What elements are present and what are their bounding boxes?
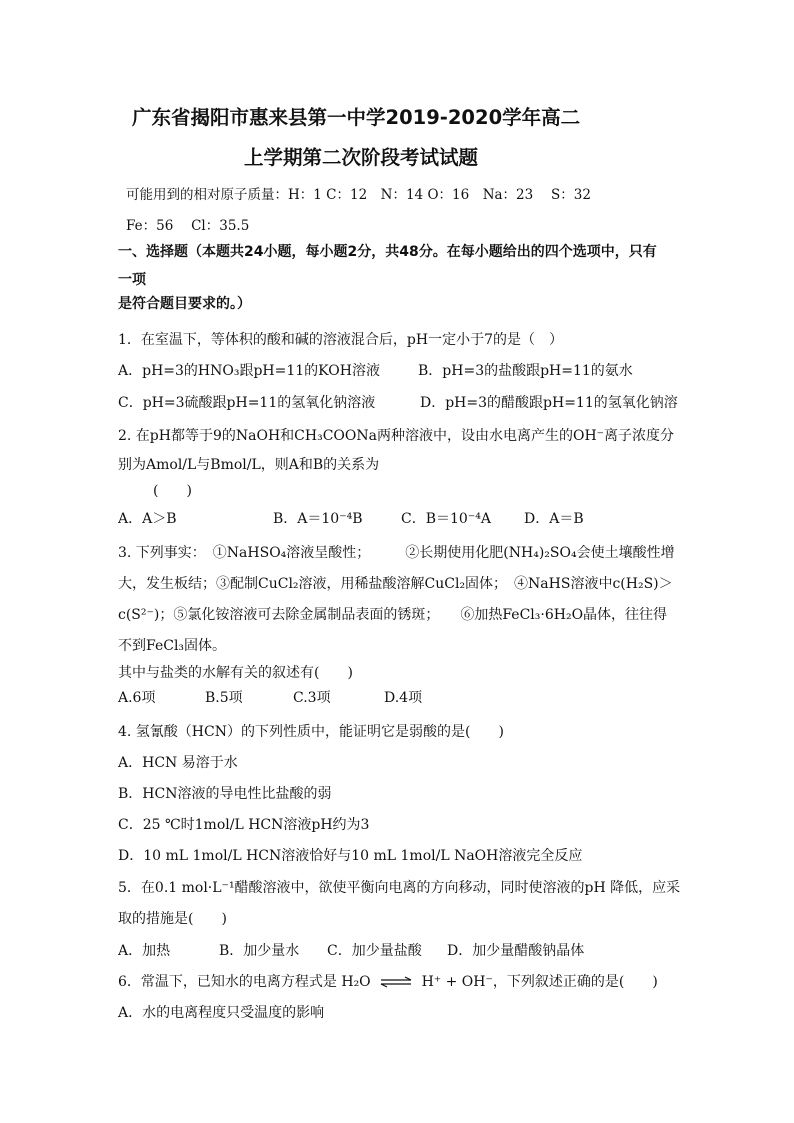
q1-stem: 1．在室温下，等体积的酸和碱的溶液混合后，pH一定小于7的是（ ） bbox=[118, 332, 563, 348]
q2-stem-line2: 别为Amol/L与Bmol/L，则A和B的关系为 bbox=[118, 457, 380, 473]
q6-stem-before: 6．常温下，已知水的电离方程式是 H₂O bbox=[118, 974, 371, 990]
q3-line2: 大，发生板结；③配制CuCl₂溶液，用稀盐酸溶解CuCl₂固体； ④NaHS溶液中c(H₂S)＞ bbox=[118, 576, 673, 592]
q5-stem-line2: 取的措施是( ) bbox=[118, 911, 227, 927]
q3-option-a: A.6项 bbox=[118, 690, 156, 706]
q4-option-a: A．HCN 易溶于水 bbox=[118, 755, 238, 771]
q1-option-b: B．pH=3的盐酸跟pH=11的氨水 bbox=[418, 363, 633, 379]
q5-option-a: A．加热 bbox=[118, 943, 171, 959]
section-header-line2: 一项 bbox=[118, 272, 146, 288]
q2-option-a: A．A＞B bbox=[118, 511, 177, 527]
q3-line5: 其中与盐类的水解有关的叙述有( ) bbox=[118, 665, 353, 681]
q3-option-b: B.5项 bbox=[205, 690, 243, 706]
q3-option-c: C.3项 bbox=[293, 690, 331, 706]
section-header-line1: 一、选择题（本题共24小题，每小题2分，共48分。在每小题给出的四个选项中，只有 bbox=[118, 244, 657, 260]
q2-option-c: C．B＝10⁻⁴A bbox=[401, 511, 491, 527]
q4-option-b: B．HCN溶液的导电性比盐酸的弱 bbox=[118, 786, 332, 802]
atomic-masses-line1: 可能用到的相对原子质量：H：1 C：12 N：14 O：16 Na：23 S：32 bbox=[126, 187, 591, 203]
q3-line3: c(S²⁻)；⑤氯化铵溶液可去除金属制品表面的锈斑； ⑥加热FeCl₃·6H₂O晶体，往往得 bbox=[118, 607, 668, 623]
q4-option-c: C．25 ℃时1mol/L HCN溶液pH约为3 bbox=[118, 817, 370, 833]
q3-line1: 3. 下列事实： ①NaHSO₄溶液呈酸性； ②长期使用化肥(NH₄)₂SO₄会使土壤酸性增 bbox=[118, 545, 675, 561]
q5-option-d: D．加少量醋酸钠晶体 bbox=[447, 943, 585, 959]
q2-stem-line1: 2. 在pH都等于9的NaOH和CH₃COONa两种溶液中，设由水电离产生的OH⁻离子浓度分 bbox=[118, 428, 675, 444]
q5-stem-line1: 5．在0.1 mol·L⁻¹醋酸溶液中，欲使平衡向电离的方向移动，同时使溶液的pH 降低，应采 bbox=[118, 880, 681, 896]
q4-stem: 4. 氢氰酸（HCN）的下列性质中，能证明它是弱酸的是( ) bbox=[118, 724, 504, 740]
q6-option-a: A．水的电离程度只受温度的影响 bbox=[118, 1005, 325, 1021]
q4-option-d: D．10 mL 1mol/L HCN溶液恰好与10 mL 1mol/L NaOH溶液完全反应 bbox=[118, 848, 583, 864]
q6-stem-after: H⁺ + OH⁻，下列叙述正确的是( ) bbox=[421, 974, 658, 990]
equilibrium-arrow-icon bbox=[379, 976, 413, 988]
q6-stem bbox=[118, 972, 658, 992]
exam-title-line1: 广东省揭阳市惠来县第一中学2019-2020学年高二 bbox=[132, 106, 581, 129]
q3-option-d: D.4项 bbox=[384, 690, 423, 706]
q2-paren: ( ) bbox=[153, 483, 192, 499]
q1-option-a: A．pH=3的HNO₃跟pH=11的KOH溶液 bbox=[118, 363, 380, 379]
q3-line4: 不到FeCl₃固体。 bbox=[118, 638, 227, 654]
exam-title-line2: 上学期第二次阶段考试试题 bbox=[244, 146, 479, 169]
q5-option-b: B．加少量水 bbox=[219, 943, 300, 959]
q1-option-d: D．pH=3的醋酸跟pH=11的氢氧化钠溶 bbox=[420, 395, 678, 411]
atomic-masses-line2: Fe：56 Cl：35.5 bbox=[126, 218, 250, 234]
q2-option-d: D．A＝B bbox=[524, 511, 584, 527]
q2-option-b: B．A＝10⁻⁴B bbox=[273, 511, 363, 527]
section-header-line3: 是符合题目要求的。） bbox=[118, 296, 251, 312]
q1-option-c: C．pH=3硫酸跟pH=11的氢氧化钠溶液 bbox=[118, 395, 376, 411]
q5-option-c: C．加少量盐酸 bbox=[327, 943, 422, 959]
